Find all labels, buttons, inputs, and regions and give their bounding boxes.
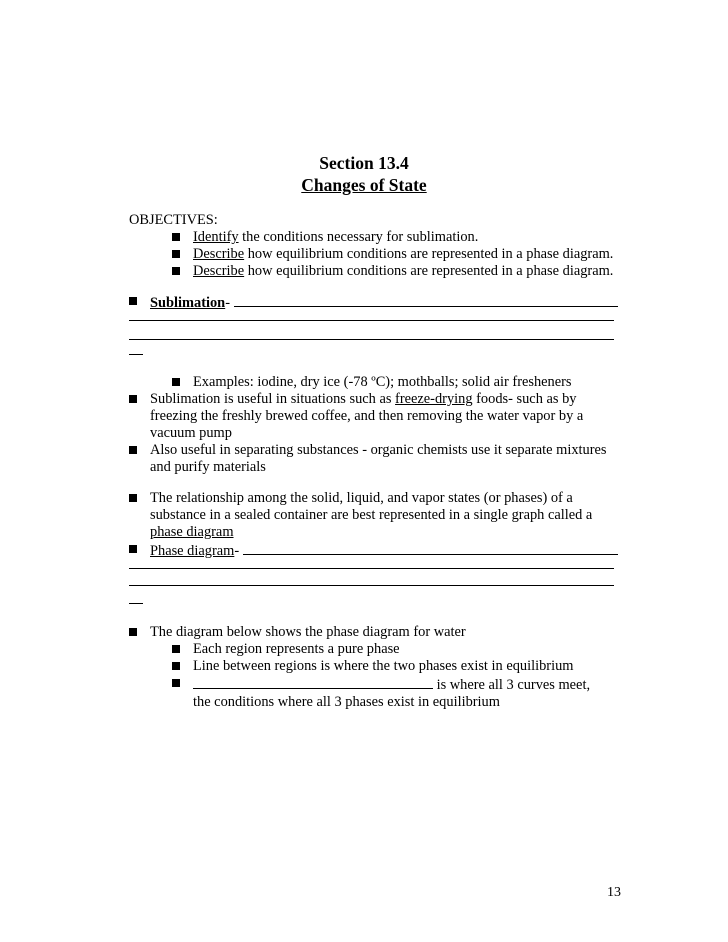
objectives-label: OBJECTIVES:	[129, 212, 218, 228]
answer-line[interactable]	[129, 603, 143, 604]
answer-blank[interactable]	[234, 293, 618, 307]
sublimation-term: Sublimation	[150, 295, 226, 311]
freeze-drying-term: freeze-drying	[395, 391, 473, 407]
separating-text: Also useful in separating substances - organic chemists use it separate mixtures and purify materials	[150, 442, 607, 475]
page-title: Changes of State	[301, 175, 427, 195]
sublimation-definition	[129, 293, 624, 312]
list-item	[129, 391, 624, 442]
phase-diagram-label: Phase diagram	[150, 543, 235, 559]
answer-blank[interactable]	[193, 675, 433, 689]
examples-text: Examples: iodine, dry ice (-78 ºC); mothballs; solid air fresheners	[193, 374, 572, 390]
square-bullet-icon	[172, 378, 180, 386]
region-text: Each region represents a pure phase	[193, 641, 400, 657]
answer-line[interactable]	[129, 568, 614, 569]
objective-verb: Identify	[193, 229, 239, 245]
list-item	[129, 624, 609, 641]
answer-line[interactable]	[129, 320, 614, 321]
objective-verb: Describe	[193, 263, 245, 279]
list-item	[129, 658, 609, 675]
square-bullet-icon	[129, 628, 137, 636]
square-bullet-icon	[129, 494, 137, 502]
objective-verb: Describe	[193, 246, 245, 262]
objective-text: how equilibrium conditions are represented in a phase diagram.	[244, 246, 614, 262]
diagram-intro-text: The diagram below shows the phase diagram for water	[150, 624, 466, 640]
list-item	[129, 442, 624, 476]
objective-item	[129, 229, 629, 246]
answer-blank[interactable]	[243, 541, 618, 555]
square-bullet-icon	[129, 395, 137, 403]
list-item	[129, 490, 604, 541]
answer-line[interactable]	[129, 339, 614, 340]
square-bullet-icon	[129, 545, 137, 553]
useful-text-continued: foods- such as by freezing the freshly brewed coffee, and then removing the water vapor by a vacuum pump	[150, 391, 584, 441]
square-bullet-icon	[172, 233, 180, 241]
term-separator: -	[234, 543, 243, 559]
square-bullet-icon	[172, 267, 180, 275]
term-separator: -	[225, 295, 234, 311]
answer-line[interactable]	[129, 585, 614, 586]
square-bullet-icon	[172, 645, 180, 653]
section-number: Section 13.4	[319, 153, 409, 173]
phase-diagram-term: phase diagram	[150, 524, 234, 540]
triple-point-text: is where all 3 curves meet, the conditions where all 3 phases exist in equilibrium	[193, 677, 591, 710]
square-bullet-icon	[172, 662, 180, 670]
page-number: 13	[607, 885, 621, 900]
line-text: Line between regions is where the two phases exist in equilibrium	[193, 658, 574, 674]
objectives-section	[129, 212, 629, 280]
objective-item	[129, 246, 629, 263]
square-bullet-icon	[172, 250, 180, 258]
objective-item	[129, 263, 629, 280]
phase-relationship	[129, 490, 604, 560]
objective-text: how equilibrium conditions are represented in a phase diagram.	[244, 263, 614, 279]
phase-diagram-definition	[129, 541, 629, 560]
sublimation-notes	[129, 374, 624, 476]
list-item	[129, 374, 624, 391]
useful-text: Sublimation is useful in situations such as	[150, 391, 396, 407]
objective-text: the conditions necessary for sublimation.	[238, 229, 479, 245]
list-item	[129, 641, 609, 658]
square-bullet-icon	[172, 679, 180, 687]
answer-line[interactable]	[129, 354, 143, 355]
square-bullet-icon	[129, 446, 137, 454]
list-item	[129, 675, 609, 711]
diagram-notes	[129, 624, 609, 711]
relationship-text: The relationship among the solid, liquid, and vapor states (or phases) of a substance in a sealed container are best represented in a single graph called a	[150, 490, 593, 523]
square-bullet-icon	[129, 297, 137, 305]
